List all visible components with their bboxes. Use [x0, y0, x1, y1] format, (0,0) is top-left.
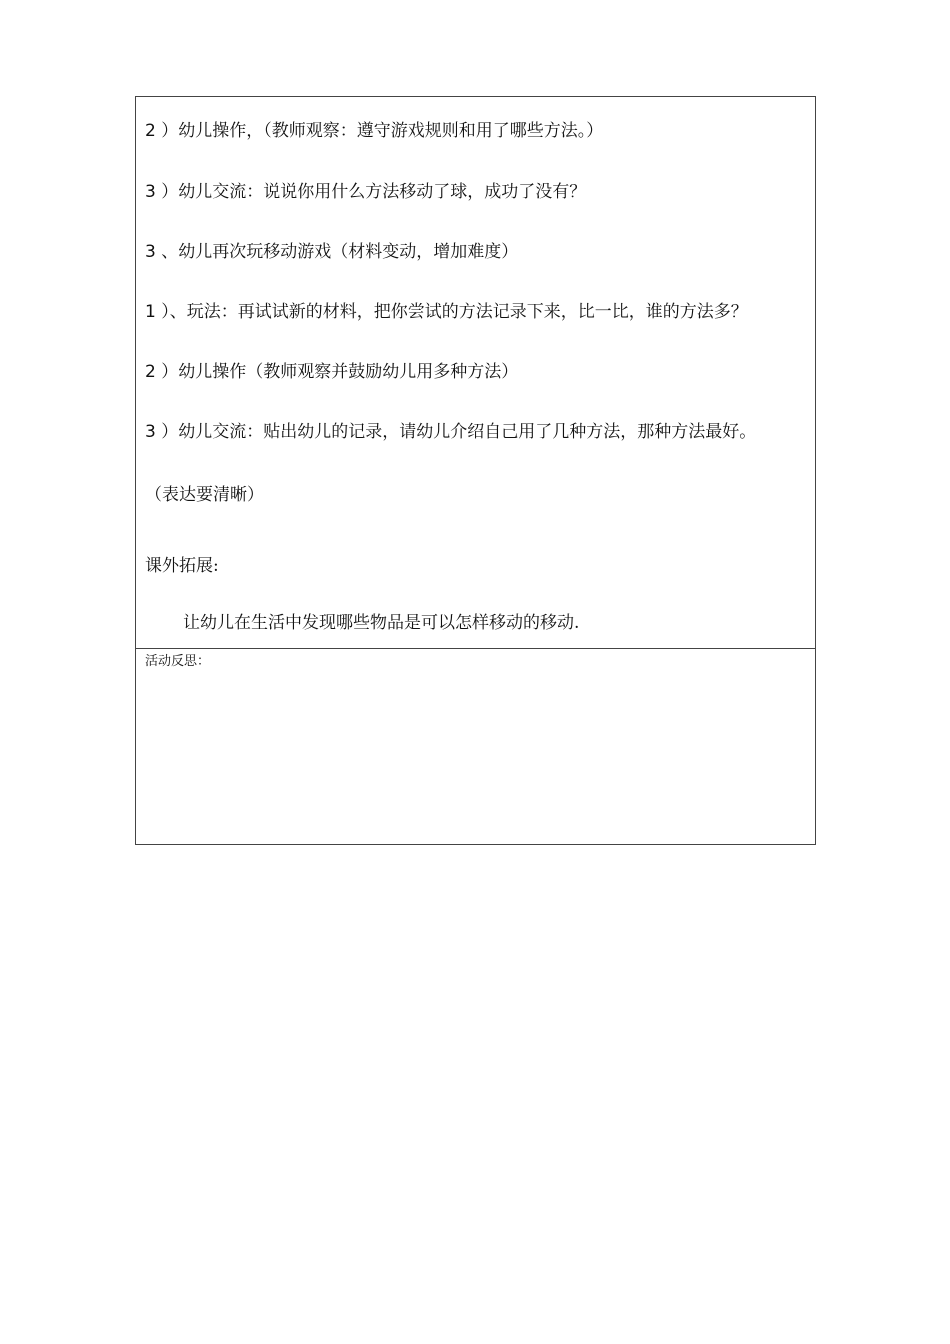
- step-line: [145, 181, 586, 203]
- step-number: 3: [145, 182, 156, 202]
- lesson-plan-table: [135, 96, 816, 845]
- step-number: 2: [145, 362, 156, 382]
- activity-content-cell: [136, 97, 815, 649]
- reflection-cell: [136, 649, 815, 844]
- body-text: 让幼儿在生活中发现哪些物品是可以怎样移动的移动.: [183, 613, 580, 633]
- step-line: [145, 421, 756, 443]
- step-number: 3: [145, 422, 156, 442]
- note-text: （表达要清晰）: [145, 485, 264, 505]
- step-text: ）幼儿交流：说说你用什么方法移动了球，成功了没有？: [155, 182, 587, 202]
- step-text: 、幼儿再次玩移动游戏（材料变动，增加难度）: [155, 242, 519, 262]
- extension-heading: [145, 555, 219, 577]
- step-line: [145, 120, 603, 142]
- step-line: [145, 301, 748, 323]
- step-text: ）、玩法：再试试新的材料，把你尝试的方法记录下来，比一比，谁的方法多？: [155, 302, 748, 322]
- step-text: ）幼儿交流：贴出幼儿的记录，请幼儿介绍自己用了几种方法，那种方法最好。: [155, 422, 757, 442]
- step-number: 2: [145, 121, 156, 141]
- heading-text: 课外拓展:: [145, 556, 219, 576]
- step-number: 1: [145, 302, 156, 322]
- reflection-label: 活动反思：: [145, 654, 211, 669]
- expression-note: [145, 484, 264, 506]
- step-text: ）幼儿操作，（教师观察：遵守游戏规则和用了哪些方法。）: [155, 121, 604, 141]
- extension-text: [183, 612, 579, 634]
- step-number: 3: [145, 242, 156, 262]
- step-line: [145, 361, 518, 383]
- step-line: [145, 241, 518, 263]
- step-text: ）幼儿操作（教师观察并鼓励幼儿用多种方法）: [155, 362, 519, 382]
